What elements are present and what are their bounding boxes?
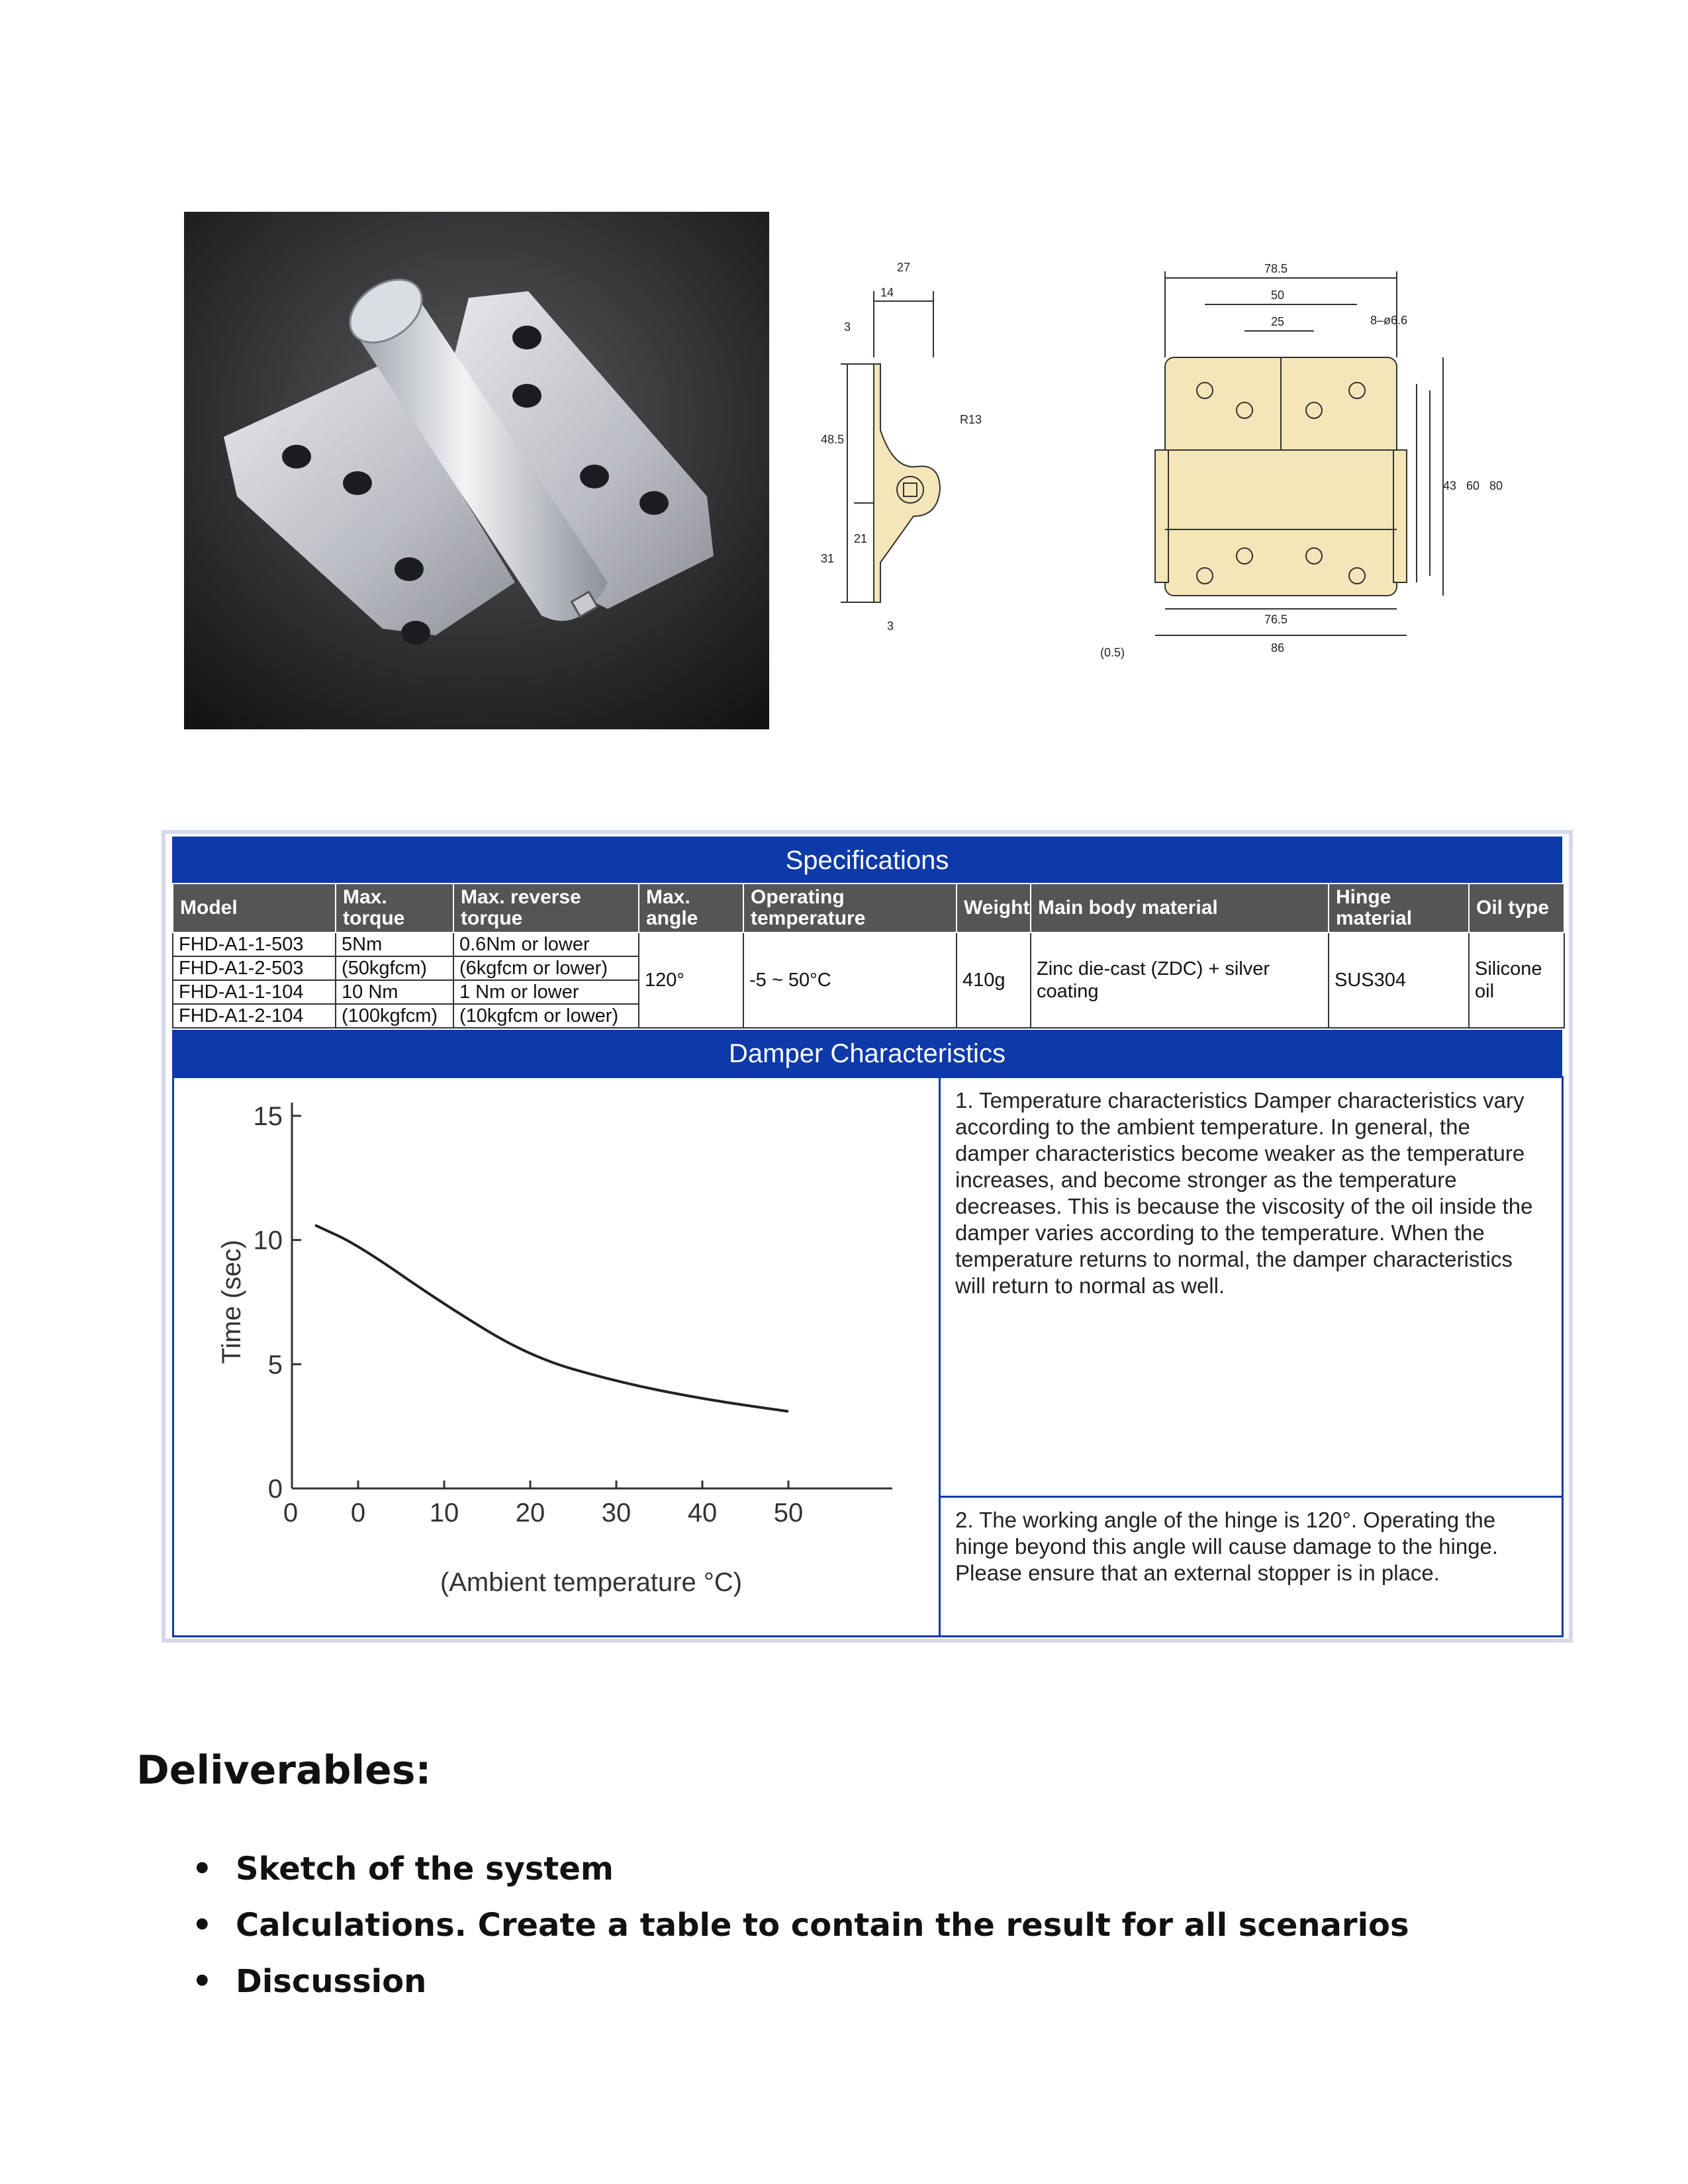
model-cell: FHD-A1-2-104 [173,1004,336,1028]
deliverables-heading: Deliverables: [136,1747,432,1794]
x-axis-label: (Ambient temperature °C) [440,1568,743,1597]
table-row [173,933,1564,956]
dim-label: 8–ø6.6 [1370,314,1408,327]
deliverables-list [192,1841,1409,2010]
reverse-torque-cell: (6kgfcm or lower) [453,956,639,980]
dim-label: 3 [844,320,851,334]
x-tick-label: 50 [773,1498,804,1527]
y-axis-label: Time (sec) [217,1240,246,1364]
dim-label: 25 [1271,315,1285,328]
damper-time-vs-temperature-chart [174,1078,939,1635]
working-angle-note-box [941,1498,1562,1635]
dim-label: 80 [1489,479,1503,492]
column-header: Model [173,884,336,933]
main-body-material-cell: Zinc die-cast (ZDC) + silver coating [1031,933,1329,1028]
specifications-title: Specifications [172,837,1562,883]
hinge-material-cell: SUS304 [1329,933,1469,1028]
torque-cell: 5Nm [336,933,453,956]
column-header: Weight [957,884,1031,933]
x-tick-label: 40 [687,1498,718,1527]
torque-cell: 10 Nm [336,980,453,1004]
list-item [192,1841,1409,1897]
list-item [192,1954,1409,2010]
specifications-table [172,883,1565,1028]
model-cell: FHD-A1-2-503 [173,956,336,980]
oil-type-cell: Silicone oil [1469,933,1564,1028]
dim-label: 50 [1271,289,1285,302]
dim-label: 43 [1443,479,1457,492]
dim-label: 3 [887,619,894,633]
dim-label: 27 [897,261,911,274]
torque-cell: (50kgfcm) [336,956,453,980]
dim-label: R13 [960,413,982,426]
column-header: Max. torque [336,884,453,933]
y-tick-label: 10 [253,1226,283,1255]
dim-label: 21 [854,532,868,545]
x-tick-label: 20 [515,1498,545,1527]
column-header: Main body material [1031,884,1329,933]
reverse-torque-cell: 0.6Nm or lower [453,933,639,956]
x-tick-label: 0 [283,1498,299,1527]
dim-label: 60 [1466,479,1480,492]
dim-label: 48.5 [821,433,845,446]
weight-cell: 410g [957,933,1031,1028]
dim-label: 31 [821,552,835,565]
dim-label: 76.5 [1264,613,1288,626]
temperature-note-box [941,1078,1562,1498]
list-item-label: Sketch of the system [236,1850,614,1888]
column-header: Max. reverse torque [453,884,639,933]
dim-label: 86 [1271,641,1285,655]
table-header-row [173,884,1564,933]
x-tick-label: 0 [350,1498,366,1527]
column-header: Operating temperature [743,884,957,933]
reverse-torque-cell: (10kgfcm or lower) [453,1004,639,1028]
column-header: Hinge material [1329,884,1469,933]
list-item [192,1897,1409,1954]
max-angle-cell: 120° [639,933,743,1028]
working-angle-note-text: 2. The working angle of the hinge is 120°. Operating the hinge beyond this angle will cause damage to the hinge. Please ensure that an external stopper is in place. [955,1508,1499,1585]
bullet-icon: • [192,1963,212,2000]
hinge-front-drawing [1086,251,1523,675]
model-cell: FHD-A1-1-104 [173,980,336,1004]
bullet-icon: • [192,1907,212,1944]
dim-label: 78.5 [1264,262,1288,275]
reverse-torque-cell: 1 Nm or lower [453,980,639,1004]
list-item-label: Discussion [236,1963,427,2000]
column-header: Max. angle [639,884,743,933]
hinge-side-drawing [781,251,1006,662]
y-tick-label: 0 [267,1475,283,1504]
dim-label: (0.5) [1100,646,1125,659]
damper-characteristics-body [172,1076,1564,1637]
column-header: Oil type [1469,884,1564,933]
y-tick-label: 15 [253,1102,283,1131]
torque-cell: (100kgfcm) [336,1004,453,1028]
specifications-panel [162,830,1573,1643]
model-cell: FHD-A1-1-503 [173,933,336,956]
bullet-icon: • [192,1850,212,1888]
damper-characteristics-title: Damper Characteristics [172,1030,1562,1076]
list-item-label: Calculations. Create a table to contain the result for all scenarios [236,1907,1409,1944]
temperature-chart-area [174,1078,941,1635]
temperature-note-text: 1. Temperature characteristics Damper characteristics vary according to the ambient temperature. In general, the damper characteristics become weaker as the temperature increases, and become stronger as the temperature decreases. This is because the viscosity of the oil inside the damper varies according to the temperature. When the temperature returns to normal, the damper characteristics will return to normal as well. [955,1088,1533,1298]
x-tick-label: 10 [429,1498,459,1527]
hinge-product-photo [184,212,769,729]
y-tick-label: 5 [267,1350,283,1380]
dim-label: 14 [880,286,894,299]
x-tick-label: 30 [601,1498,632,1527]
operating-temperature-cell: -5 ~ 50°C [743,933,957,1028]
series-line [315,1225,788,1412]
